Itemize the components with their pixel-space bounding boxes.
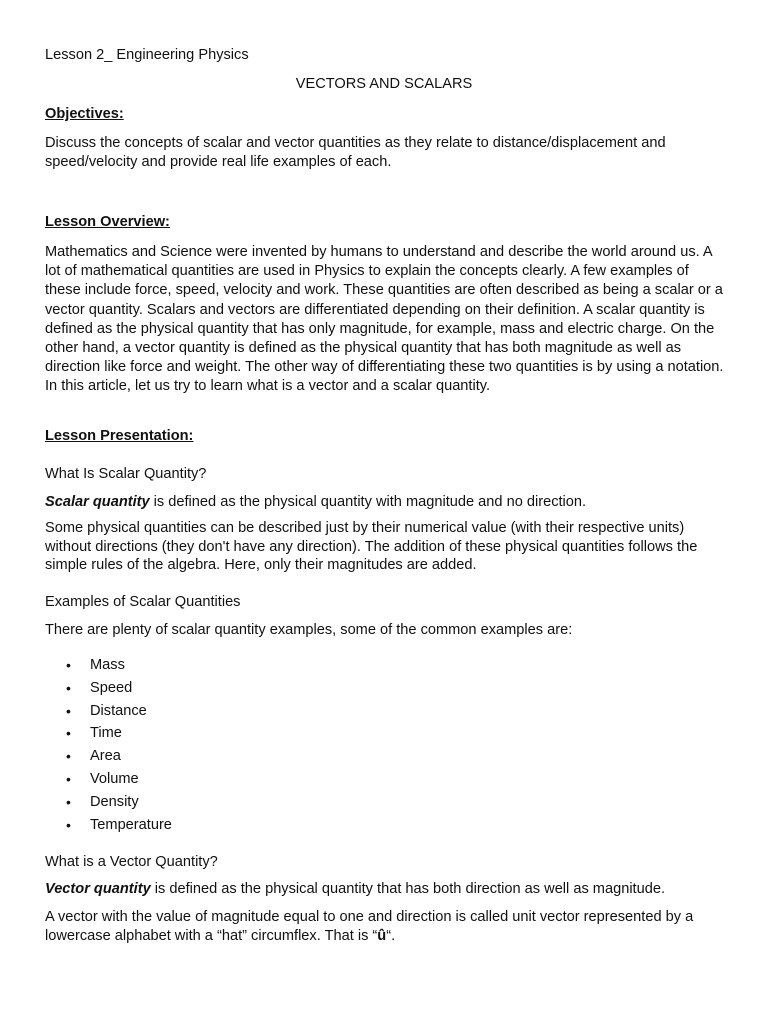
- bullet-icon: •: [66, 748, 71, 765]
- unit-vector-paragraph: A vector with the value of magnitude equal to one and direction is called unit vector represented by a lowercase alphabet with a “hat” circumflex. That is “û“.: [45, 909, 694, 944]
- lesson-line: Lesson 2_ Engineering Physics: [45, 47, 249, 63]
- list-item: • Speed: [45, 677, 725, 700]
- bullet-icon: •: [66, 793, 71, 810]
- bullet-icon: •: [66, 725, 71, 742]
- examples-heading: Examples of Scalar Quantities: [45, 594, 241, 610]
- vector-definition: [45, 880, 725, 899]
- page-title: VECTORS AND SCALARS: [295, 76, 473, 92]
- list-item: • Temperature: [45, 814, 725, 837]
- unit-vector-symbol: û: [377, 927, 387, 944]
- bullet-icon: •: [66, 816, 71, 833]
- list-item: • Volume: [45, 768, 725, 791]
- bullet-icon: •: [66, 702, 71, 719]
- scalar-term: Scalar quantity: [45, 494, 150, 510]
- list-item: • Distance: [45, 700, 725, 723]
- overview-text: Mathematics and Science were invented by humans to understand and describe the world around us. A lot of mathematical quantities are used in Physics to explain the concepts clearly. A few examples of these include force, speed, velocity and work. These quantities are often described as being a scalar or a vector quantity. Scalars and vectors are differentiated depending on their definition. A scalar quantity is defined as the physical quantity that has only magnitude, for example, mass and electric charge. On the other hand, a vector quantity is defined as the physical quantity that has both magnitude as well as direction like force and weight. The other way of differentiating these two quantities is by using a notation. In this article, let us try to learn what is a vector and a scalar quantity.: [45, 244, 724, 395]
- objectives-text: Discuss the concepts of scalar and vector quantities as they relate to distance/displacement and speed/velocity and provide real life examples of each.: [45, 135, 666, 171]
- list-item: • Area: [45, 745, 725, 768]
- vector-definition-rest: is defined as the physical quantity that has both direction as well as magnitude.: [150, 881, 666, 897]
- scalar-examples-list: [45, 654, 725, 836]
- examples-intro: There are plenty of scalar quantity examples, some of the common examples are:: [45, 622, 573, 638]
- scalar-definition-rest: is defined as the physical quantity with magnitude and no direction.: [149, 494, 587, 510]
- list-item: • Time: [45, 722, 725, 745]
- overview-heading: Lesson Overview:: [45, 214, 170, 230]
- bullet-icon: •: [66, 770, 71, 787]
- list-item: • Mass: [45, 654, 725, 677]
- scalar-question: What Is Scalar Quantity?: [45, 466, 207, 482]
- objectives-heading: Objectives:: [45, 106, 124, 122]
- bullet-icon: •: [66, 657, 71, 673]
- scalar-paragraph: Some physical quantities can be described just by their numerical value (with their respective units) without directions (they don't have any direction). The addition of these physical quantities follows the simple rules of the algebra. Here, only their magnitudes are added.: [45, 520, 698, 573]
- bullet-icon: •: [66, 679, 71, 696]
- vector-question: What is a Vector Quantity?: [45, 854, 218, 870]
- vector-term: Vector quantity: [45, 881, 151, 897]
- presentation-heading: Lesson Presentation:: [45, 428, 194, 444]
- scalar-definition: [45, 493, 725, 512]
- list-item: • Density: [45, 791, 725, 814]
